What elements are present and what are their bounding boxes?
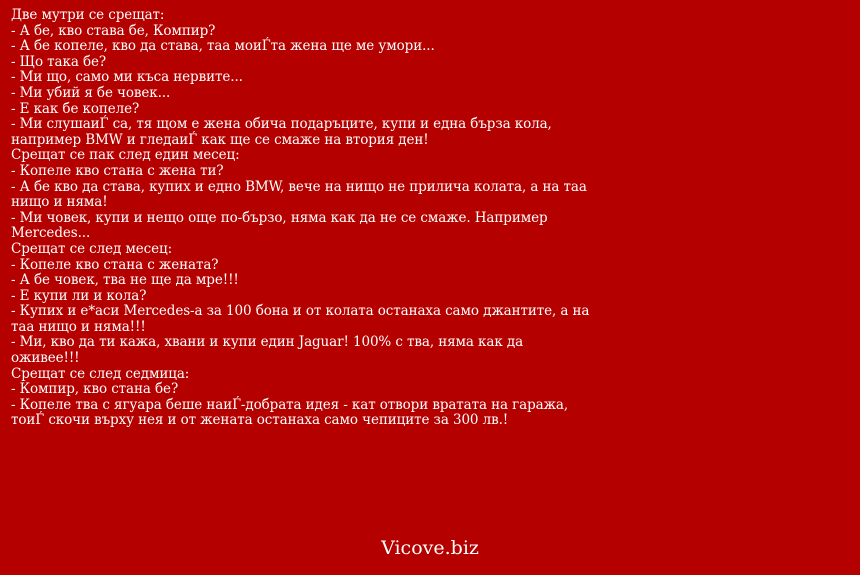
joke-line: Срещат се пак след един месец: [11,147,240,164]
joke-line: - Копеле кво стана с жена ти? [11,162,224,179]
joke-line: - А бе човек, тва не ще да мре!!! [11,272,239,289]
joke-line: - Що така бе? [11,53,107,70]
joke-line: - А бе, кво става бе, Компир? [11,22,216,39]
joke-line: - Копеле тва с ягуара беше наиЃ-добрата идея - кат отвори вратата на гаража, тоиЃ скочи върху нея и от жената останаха само чепиците за 300 лв.! [11,396,569,429]
joke-line: - Е купи ли и кола? [11,287,147,304]
joke-text [11,8,591,429]
joke-line: - А бе кво да става, купих и едно BMW, вече на нищо не прилича колата, а на таа нищо и няма! [11,178,587,211]
joke-line: - А бе копеле, кво да става, таа моиЃта жена ще ме умори... [11,38,435,55]
joke-line: - Ми човек, купи и нещо още по-бързо, няма как да не се смаже. Например Mercedes... [11,209,548,242]
joke-line: - Е как бе копеле? [11,100,140,117]
joke-line: Срещат се след седмица: [11,365,190,382]
joke-line: - Ми, кво да ти кажа, хвани и купи един Jaguar! 100% с тва, няма как да оживее!!! [11,334,524,367]
site-watermark: Vicove.biz [381,537,479,559]
joke-line: - Ми убий я бе човек... [11,84,171,101]
joke-line: - Ми що, само ми къса нервите... [11,69,243,86]
joke-line: - Компир, кво стана бе? [11,381,179,398]
joke-line: - Копеле кво стана с жената? [11,256,219,273]
joke-line: Две мутри се срещат: [11,7,165,23]
joke-line: Срещат се след месец: [11,240,173,257]
joke-line: - Ми слушаиЃ са, тя щом е жена обича подаръците, купи и една бърза кола, например BMW и гледаиЃ как ще се смаже на втория ден! [11,116,552,148]
joke-line: - Купих и е*аси Mercedes-а за 100 бона и от колата останаха само джантите, а на таа нищо и няма!!! [11,303,590,335]
